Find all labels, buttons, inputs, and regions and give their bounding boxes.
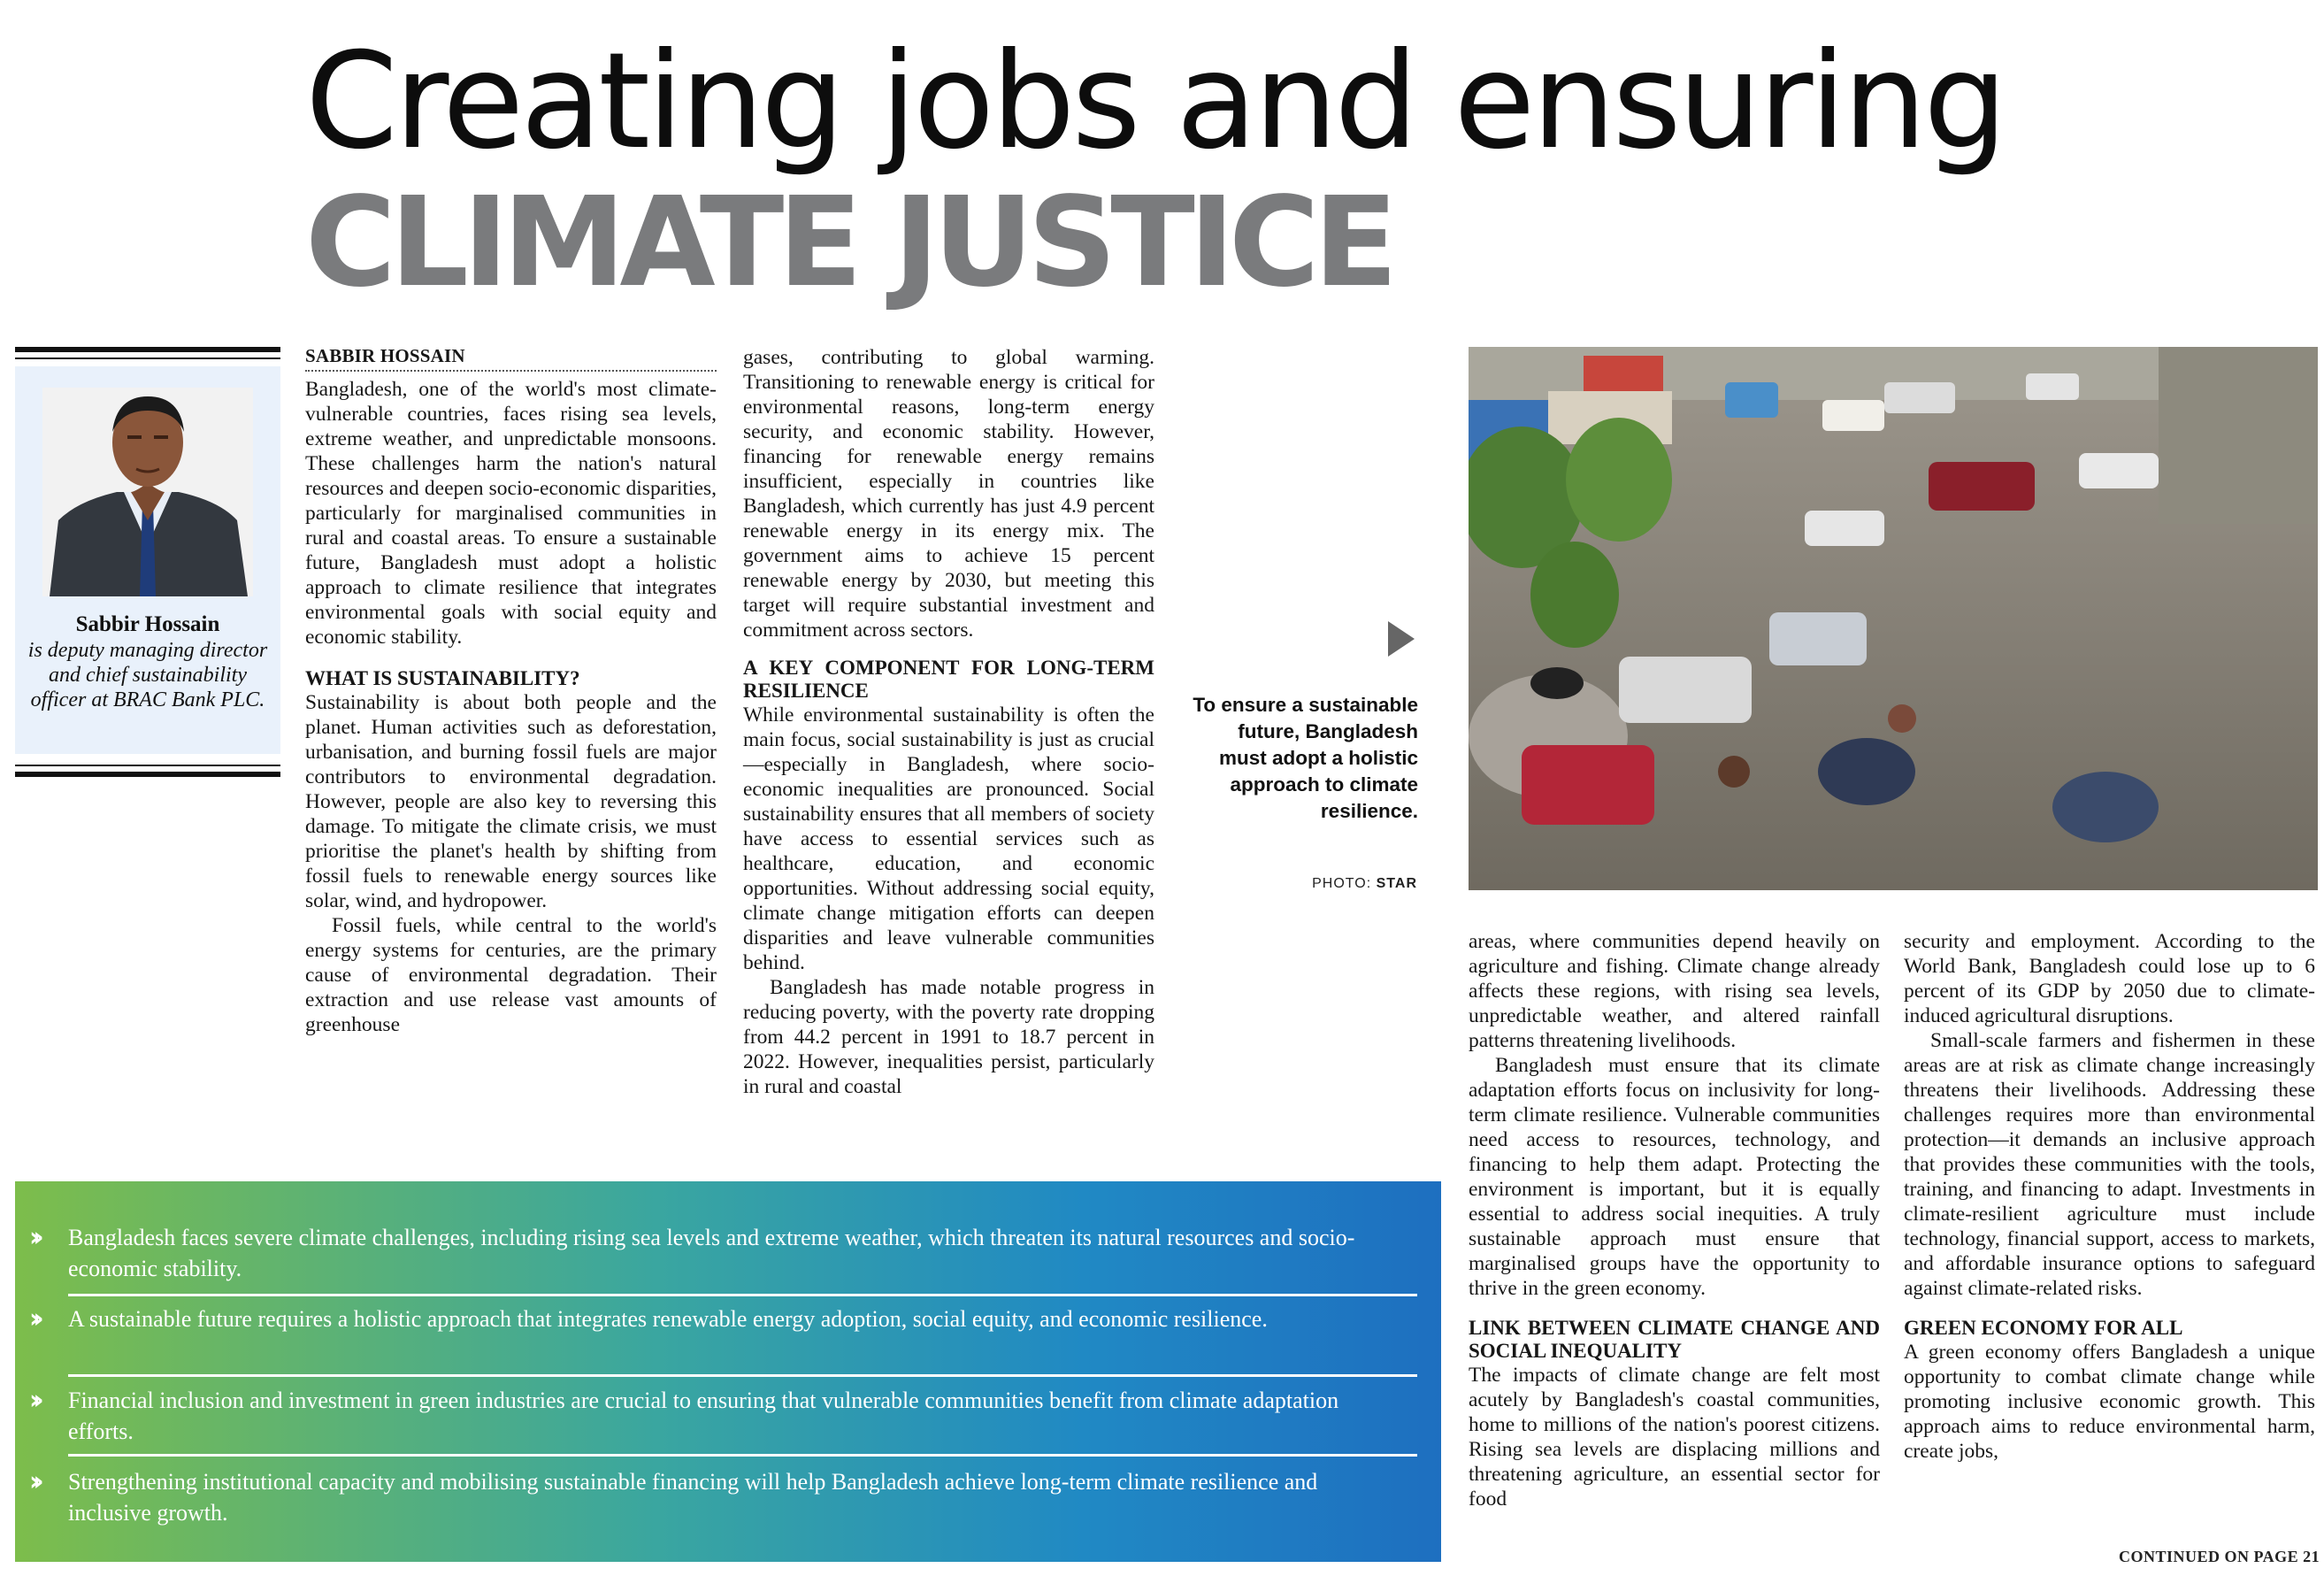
highlight-text: Strengthening institutional capacity and mobilising sustainable financing will help Bangladesh achieve long-term climate resilience and inclusive growth.	[68, 1469, 1318, 1526]
divider	[68, 1454, 1417, 1457]
article-column-1	[305, 345, 717, 1037]
section-heading: A KEY COMPONENT FOR LONG-TERM RESILIENCE	[743, 657, 1154, 702]
double-chevron-icon: ››	[29, 1466, 37, 1497]
paragraph: areas, where communities depend heavily on agriculture and fishing. Climate change already affects these regions, with rising sea levels, unpredictable weather, and altered rainfall patterns threatening livelihoods.	[1469, 930, 1880, 1052]
article-column-3	[1469, 929, 1880, 1511]
section-heading: LINK BETWEEN CLIMATE CHANGE AND SOCIAL INEQUALITY	[1469, 1317, 1880, 1362]
photo-caption: To ensure a sustainable future, Bangladesh must adopt a holistic approach to climate resilience.	[1193, 694, 1418, 822]
flooded-street-image	[1469, 347, 2318, 890]
paragraph: gases, contributing to global warming. Transitioning to renewable energy is critical for environmental reasons, long-term energy security, and economic stability. However, financing for renewable energy remains insufficient, especially in countries like Bangladesh, which currently has just 4.9 percent renewable energy in its energy mix. The government aims to achieve 15 percent renewable energy by 2030, but meeting this target will require substantial investment and commitment across sectors.	[743, 346, 1154, 642]
paragraph: While environmental sustainability is often the main focus, social sustainability is just as crucial—especially in Bangladesh, where socio-economic inequalities are pronounced. Social sustainability ensures that all members of society have access to essential services such as healthcare, education, and economic opportunities. Without addressing social equity, climate change mitigation efforts can deepen disparities and leave vulnerable communities behind.	[743, 703, 1154, 974]
divider	[15, 357, 280, 359]
highlight-text: Bangladesh faces severe climate challenges, including rising sea levels and extreme weather, which threaten its natural resources and socio-economic stability.	[68, 1225, 1355, 1281]
author-box	[15, 347, 280, 779]
double-chevron-icon: ››	[29, 1385, 37, 1416]
play-arrow-icon	[1388, 621, 1415, 657]
author-description: is deputy managing director and chief sustainability officer at BRAC Bank PLC.	[27, 639, 268, 711]
paragraph: The impacts of climate change are felt most acutely by Bangladesh's coastal communities, home to millions of the nation's poorest citizens. Rising sea levels are displacing millions and threatening agriculture, an essential sector for food	[1469, 1364, 1880, 1511]
credit-source: STAR	[1376, 876, 1417, 891]
photo-credit	[1239, 876, 1417, 892]
double-chevron-icon: ››	[29, 1222, 37, 1253]
credit-label: PHOTO:	[1312, 876, 1372, 891]
divider	[15, 772, 280, 777]
divider	[15, 765, 280, 766]
divider	[68, 1294, 1417, 1296]
headline-line1: Creating jobs and ensuring	[305, 25, 2005, 179]
highlight-item	[29, 1385, 1395, 1447]
author-name: Sabbir Hossain	[75, 612, 220, 636]
paragraph: A green economy offers Bangladesh a unique opportunity to combat climate change while promoting inclusive economic growth. This approach aims to reduce environmental harm, create jobs,	[1904, 1341, 2315, 1463]
headline-line2: CLIMATE JUSTICE	[305, 171, 1392, 315]
author-portrait-image	[42, 388, 253, 596]
highlights-banner	[15, 1181, 1441, 1562]
continued-note: CONTINUED ON PAGE 21	[2119, 1548, 2320, 1565]
article-column-4	[1904, 929, 2315, 1464]
highlight-text: A sustainable future requires a holistic approach that integrates renewable energy adoption, social equity, and economic resilience.	[68, 1306, 1268, 1332]
section-heading: WHAT IS SUSTAINABILITY?	[305, 667, 580, 689]
paragraph: Sustainability is about both people and the planet. Human activities such as deforestation, urbanisation, and burning fossil fuels are major contributors to environmental degradation. However, people are also key to reversing this damage. To mitigate the climate crisis, we must prioritise the planet's health by shifting from fossil fuels to renewable energy sources like solar, wind, and hydropower.	[305, 691, 717, 912]
highlight-item	[29, 1303, 1395, 1334]
divider	[15, 347, 280, 352]
paragraph: Bangladesh has made notable progress in reducing poverty, with the poverty rate dropping from 44.2 percent in 1991 to 18.7 percent in 2022. However, inequalities persist, particularly in rural and coastal	[743, 976, 1154, 1098]
highlight-item	[29, 1466, 1395, 1528]
paragraph: Small-scale farmers and fishermen in these areas are at risk as climate change increasingly threatens their livelihoods. Addressing these challenges requires more than environmental protection—it demands an inclusive approach that provides these communities with the tools, training, and financing to adapt. Investments in climate-resilient agriculture must include technology, financial support, access to markets, and affordable insurance options to safeguard against climate-related risks.	[1904, 1029, 2315, 1300]
paragraph: security and employment. According to the World Bank, Bangladesh could lose up to 6 percent of its GDP by 2050 due to climate-induced agricultural disruptions.	[1904, 930, 2315, 1027]
highlight-item	[29, 1222, 1395, 1284]
double-chevron-icon: ››	[29, 1303, 37, 1334]
byline: SABBIR HOSSAIN	[305, 345, 717, 372]
paragraph: Bangladesh must ensure that its climate adaptation efforts focus on inclusivity for long-term climate resilience. Vulnerable communities need access to resources, technology, and financing to help them adapt. Protecting the environment is important, but it is equally essential to address social inequities. A truly sustainable approach must ensure that marginalised groups have the opportunity to thrive in the green economy.	[1469, 1054, 1880, 1300]
divider	[68, 1374, 1417, 1377]
highlight-text: Financial inclusion and investment in green industries are crucial to ensuring that vulnerable communities benefit from climate adaptation efforts.	[68, 1388, 1339, 1444]
paragraph: Bangladesh, one of the world's most climate-vulnerable countries, faces rising sea levels, extreme weather, and unpredictable monsoons. These challenges harm the nation's natural resources and deepen socio-economic disparities, particularly for marginalised communities in rural and coastal areas. To ensure a sustainable future, Bangladesh must adopt a holistic approach to climate resilience that integrates environmental goals with social equity and economic stability.	[305, 378, 717, 649]
paragraph: Fossil fuels, while central to the world's energy systems for centuries, are the primary cause of environmental degradation. Their extraction and use release vast amounts of greenhouse	[305, 914, 717, 1036]
article-column-2	[743, 345, 1154, 1099]
flood-street-photo	[1469, 347, 2318, 890]
section-heading: GREEN ECONOMY FOR ALL	[1904, 1317, 2183, 1339]
author-photo	[42, 388, 253, 596]
